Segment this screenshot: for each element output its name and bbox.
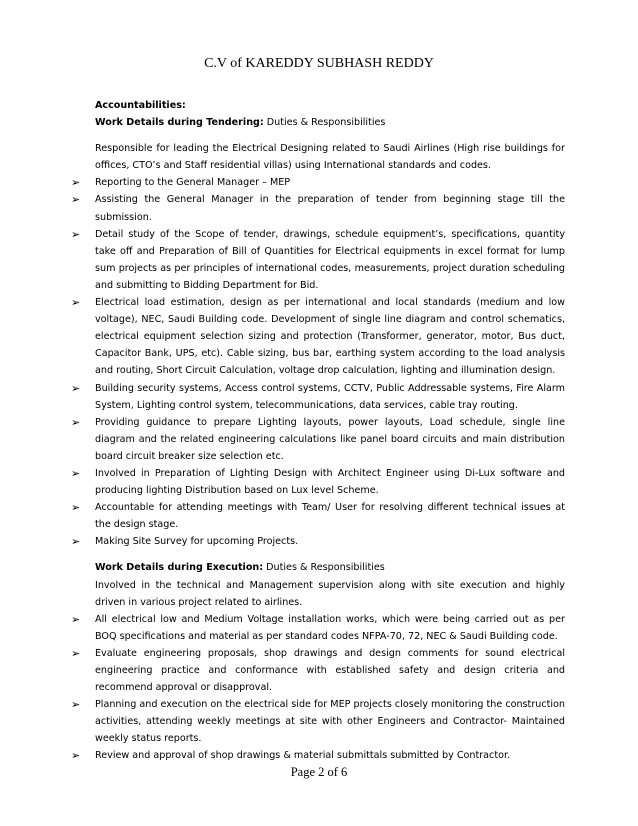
bullet-text: Accountable for attending meetings with Team/ User for resolving different technical issues at the design stage. (95, 502, 565, 531)
arrow-bullet-icon: ➢ (71, 466, 81, 480)
bullet-text: Review and approval of shop drawings & material submittals submitted by Contractor. (95, 750, 511, 762)
arrow-bullet-icon: ➢ (71, 646, 81, 660)
bullet-item (71, 294, 565, 379)
bullet-text: Providing guidance to prepare Lighting layouts, power layouts, Load schedule, single line diagram and the related engineering calculations like panel board circuits and main distribution board circuit breaker size selection etc. (95, 416, 565, 462)
bullet-item (71, 414, 565, 465)
tendering-bullet-list (71, 174, 565, 550)
bullet-item (71, 226, 565, 294)
arrow-bullet-icon: ➢ (71, 176, 81, 190)
arrow-bullet-icon: ➢ (71, 612, 81, 626)
bullet-text: Detail study of the Scope of tender, drawings, schedule equipment’s, specifications, quantity take off and Preparation of Bill of Quantities for Electrical equipments in excel format for lump sum projects as per principles of international codes, measurements, project duration scheduling and submitting to Bidding Department for Bid. (95, 228, 565, 291)
page-footer (0, 765, 638, 780)
bullet-text: Reporting to the General Manager – MEP (95, 177, 291, 189)
bullet-item (71, 465, 565, 499)
arrow-bullet-icon: ➢ (71, 415, 81, 429)
bullet-text: Making Site Survey for upcoming Projects. (95, 536, 299, 548)
arrow-bullet-icon: ➢ (71, 535, 81, 549)
execution-bullet-list (71, 611, 565, 765)
bullet-text: Electrical load estimation, design as per international and local standards (medium and low voltage), NEC, Saudi Building code. Development of single line diagram and control schematics, electrical equipment selection sizing and protection (Transformer, generator, motor, Bus duct, Capacitor Bank, UPS, etc). Cable sizing, bus bar, earthing system according to the load analysis and routing, Short Circuit Calculation, voltage drop calculation, lighting and illumination design. (95, 297, 565, 377)
accountabilities-heading: Accountabilities: (95, 100, 186, 111)
bullet-text: All electrical low and Medium Voltage installation works, which were being carried out as per BOQ specifications and material as per standard codes NFPA-70, 72, NEC & Saudi Building code. (95, 613, 565, 642)
tendering-heading-line (95, 114, 565, 131)
arrow-bullet-icon: ➢ (71, 381, 81, 395)
arrow-bullet-icon: ➢ (71, 227, 81, 241)
page-number: Page 2 of 6 (290, 765, 348, 779)
execution-heading-suffix: Duties & Responsibilities (263, 562, 385, 574)
bullet-item (71, 533, 565, 550)
arrow-bullet-icon: ➢ (71, 698, 81, 712)
bullet-item (71, 611, 565, 645)
execution-heading-line (95, 559, 565, 576)
tendering-heading-suffix: Duties & Responsibilities (263, 117, 386, 129)
cv-title: C.V of KAREDDY SUBHASH REDDY (204, 56, 434, 71)
bullet-item (71, 174, 565, 191)
tendering-intro: Responsible for leading the Electrical Designing related to Saudi Airlines (High rise buildings for offices, CTO’s and Staff residential villas) using International standards and codes. (95, 143, 565, 172)
arrow-bullet-icon: ➢ (71, 296, 81, 310)
bullet-item (71, 747, 565, 764)
tendering-heading: Work Details during Tendering: (95, 117, 264, 129)
execution-intro: Involved in the technical and Management supervision along with site execution and highly driven in various project related to airlines. (95, 579, 565, 608)
arrow-bullet-icon: ➢ (71, 749, 81, 763)
execution-heading: Work Details during Execution: (95, 562, 264, 574)
bullet-text: Involved in Preparation of Lighting Design with Architect Engineer using Di-Lux software and producing lighting Distribution based on Lux level Scheme. (95, 467, 565, 497)
bullet-text: Planning and execution on the electrical side for MEP projects closely monitoring the construction activities, attending weekly meetings at site with other Engineers and Contractor- Maintained weekly status reports. (95, 699, 565, 745)
arrow-bullet-icon: ➢ (71, 193, 81, 207)
bullet-text: Building security systems, Access control systems, CCTV, Public Addressable systems, Fire Alarm System, Lighting control system, telecommunications, data services, cable tray routing. (95, 382, 565, 411)
bullet-item (71, 645, 565, 696)
bullet-item (71, 191, 565, 225)
page-header (0, 56, 638, 72)
bullet-text: Evaluate engineering proposals, shop drawings and design comments for sound electrical engineering practice and conformance with established safety and design criteria and recommend approval or disapproval. (95, 647, 565, 694)
bullet-item (71, 499, 565, 533)
bullet-item (71, 696, 565, 747)
arrow-bullet-icon: ➢ (71, 501, 81, 515)
bullet-text: Assisting the General Manager in the preparation of tender from beginning stage till the submission. (95, 194, 565, 223)
bullet-item (71, 380, 565, 414)
resume-body (71, 97, 565, 765)
